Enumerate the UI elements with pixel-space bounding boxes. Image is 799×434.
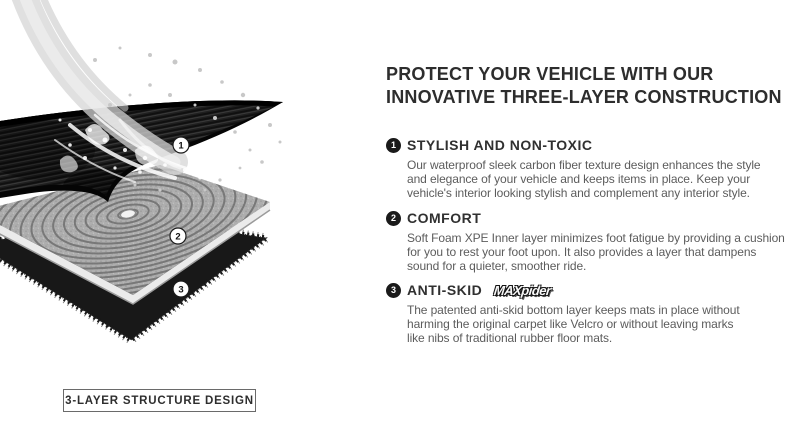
section-2-body [407,231,785,273]
section-1-body [407,158,761,200]
page-title [386,63,782,108]
title-line-1: PROTECT YOUR VEHICLE WITH OUR [386,64,714,84]
body-line: Our waterproof sleek carbon fiber texture design enhances the style [407,158,761,172]
section-1-heading: STYLISH AND NON-TOXIC [407,137,593,153]
body-line: like nibs of traditional rubber floor mats. [407,331,613,345]
caption-label: 3-LAYER STRUCTURE DESIGN [65,394,254,407]
section-3-body [407,303,740,345]
section-stylish-non-toxic [386,137,761,200]
title-line-2: INNOVATIVE THREE-LAYER CONSTRUCTION [386,86,782,107]
layer-marker-1 [173,137,189,153]
body-line: and elegance of your vehicle and keeps items in place. Keep your [407,172,751,186]
body-line: vehicle's interior looking stylish and complement any interior style. [407,186,750,200]
structure-design-caption [63,389,256,412]
layer-marker-2 [170,228,186,244]
three-layer-mat-illustration [0,0,370,434]
bullet-number-2: 2 [386,211,401,226]
layer-marker-3 [173,281,189,297]
body-line: for you to rest your foot upon. It also provides a layer that dampens [407,245,757,259]
svg-text:2: 2 [175,231,181,243]
body-line: Soft Foam XPE Inner layer minimizes foot fatigue by providing a cushion [407,231,785,245]
bullet-number-3: 3 [386,283,401,298]
maxpider-brand-logo: MAXpider [493,282,552,298]
bullet-number-1: 1 [386,138,401,153]
svg-text:3: 3 [178,284,184,296]
body-line: The patented anti-skid bottom layer keeps mats in place without [407,303,740,317]
svg-text:1: 1 [178,140,184,152]
body-line: sound for a quieter, smoother ride. [407,259,587,273]
water-splash-illustration [22,0,282,192]
section-comfort [386,210,785,273]
section-2-heading: COMFORT [407,210,482,226]
section-3-heading: ANTI-SKID [407,282,483,298]
body-line: harming the original carpet like Velcro or without leaving marks [407,317,734,331]
section-anti-skid [386,282,740,345]
